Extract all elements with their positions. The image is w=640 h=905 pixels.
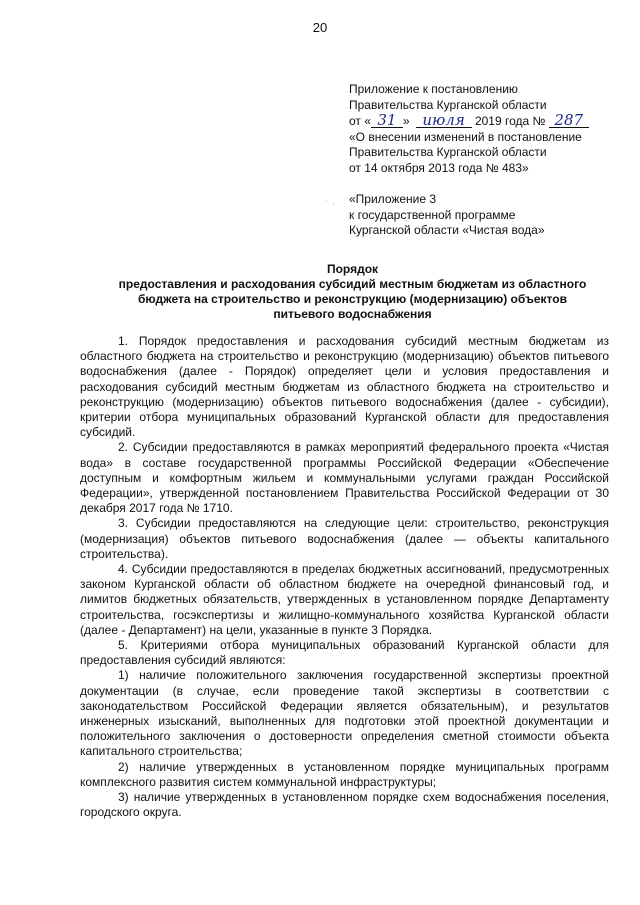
paragraph-3: 3. Субсидии предоставляются на следующие цели: строительство, реконструкция (модернизация) объектов питьевого водоснабжения (далее — объекты капитального строительства).: [80, 516, 609, 561]
criterion-1: 1) наличие положительного заключения государственной экспертизы проектной документации (в случае, если проведение такой экспертизы в соответствии с законодательством Российской Федерации является обязательным), и результатов инженерных изысканий, выполненных для подготовки этой проектной документации и положительного заключения о достоверности определения сметной стоимости объекта капитального строительства;: [80, 668, 609, 759]
handwritten-month: июля: [416, 113, 472, 128]
appendix-line-5: Правительства Курганской области: [349, 145, 547, 159]
document-body: [80, 334, 609, 821]
appendix-line-4: «О внесении изменений в постановление: [349, 129, 582, 144]
date-suffix: 2019 года №: [474, 114, 546, 128]
appendix-date-line: [349, 113, 609, 130]
title-line-1: Порядок: [326, 262, 379, 276]
criterion-2: 2) наличие утвержденных в установленном порядке муниципальных программ комплексного развития систем коммунальной инфраструктуры;: [80, 759, 609, 789]
handwritten-day: 31: [371, 113, 403, 128]
appendix-3-header: [349, 192, 609, 239]
title-line-4: питьевого водоснабжения: [273, 307, 432, 321]
appendix-line-6: от 14 октября 2013 года № 483»: [349, 160, 529, 175]
date-mid: »: [402, 114, 410, 128]
paragraph-2: 2. Субсидии предоставляются в рамках мероприятий федерального проекта «Чистая вода» в составе государственной программы Российской Федерации «Обеспечение доступным и комфортным жильем и коммунальными услугами граждан Российской Федерации», утвержденной постановлением Правительства Российской Федерации от 30 декабря 2017 года № 1710.: [80, 440, 609, 516]
title-line-2: предоставления и расходования субсидий местным бюджетам из областного: [118, 277, 587, 291]
date-prefix: от «: [349, 114, 371, 128]
appendix-3-line-3: Курганской области «Чистая вода»: [349, 223, 545, 237]
appendix-line-1: Приложение к постановлению: [349, 82, 518, 96]
criterion-3: 3) наличие утвержденных в установленном порядке схем водоснабжения поселения, городского округа.: [80, 790, 609, 820]
title-line-3: бюджета на строительство и реконструкцию (модернизацию) объектов: [138, 292, 567, 306]
page-number: 20: [312, 20, 328, 35]
paragraph-1: 1. Порядок предоставления и расходования субсидий местным бюджетам из областного бюджета на строительство и реконструкцию (модернизацию) объектов питьевого водоснабжения (далее - Порядок) определяет цели и условия предоставления и расходования субсидий местным бюджетам из областного бюджета на строительство и реконструкцию (модернизацию) объектов питьевого водоснабжения (далее - субсидии), критерии отбора муниципальных образований Курганской области для предоставления субсидий.: [80, 334, 609, 440]
appendix-3-line-2: к государственной программе: [349, 207, 516, 222]
appendix-header: [349, 82, 609, 176]
paragraph-4: 4. Субсидии предоставляются в пределах бюджетных ассигнований, предусмотренных законом Курганской области об областном бюджете на очередной финансовый год, и лимитов бюджетных обязательств, утвержденных в установленном порядке Департаменту строительства, госэкспертизы и жилищно-коммунального хозяйства Курганской области (далее - Департамент) на цели, указанные в пункте 3 Порядка.: [80, 562, 609, 637]
handwritten-document-number: 287: [549, 113, 589, 128]
document-title: [80, 262, 625, 322]
scan-speck: ˙ ·: [326, 201, 336, 208]
paragraph-5: 5. Критериями отбора муниципальных образований Курганской области для предоставления субсидий являются:: [80, 638, 609, 668]
appendix-3-line-1: «Приложение 3: [349, 192, 437, 206]
appendix-line-2: Правительства Курганской области: [349, 97, 547, 112]
